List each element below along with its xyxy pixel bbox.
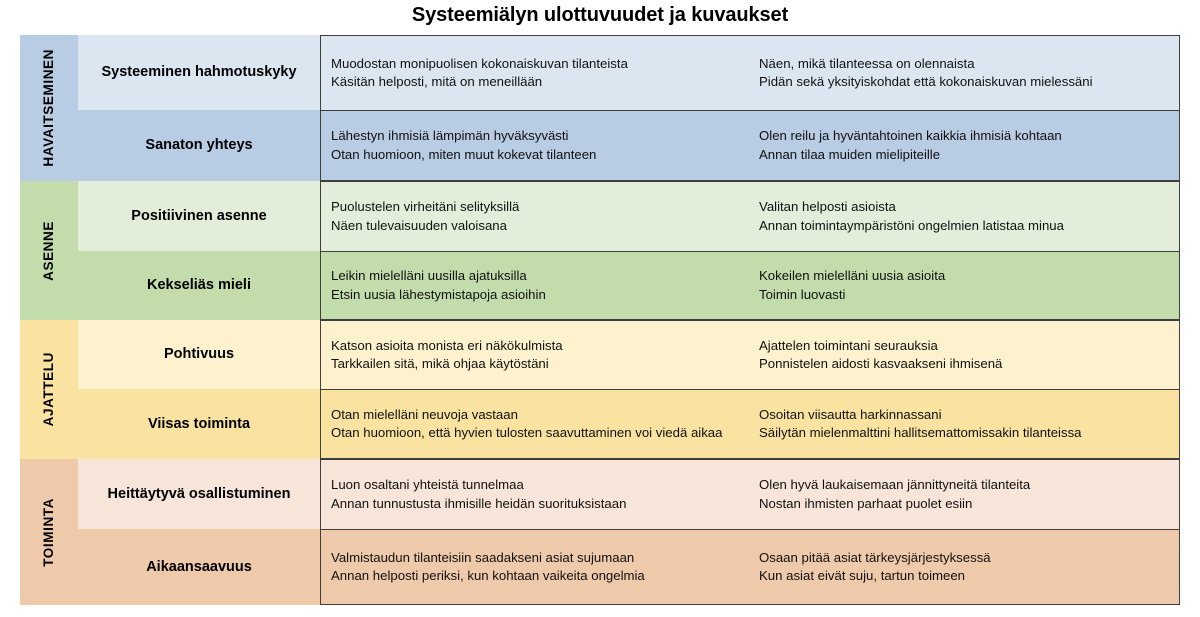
description-cell: [320, 181, 1180, 251]
description-cell: [320, 320, 1180, 389]
dimension-cell: [78, 35, 320, 110]
table-row: [78, 459, 1180, 529]
category-label: HAVAITSEMINEN: [41, 49, 57, 167]
description-column-left: [321, 182, 749, 251]
group-rows: [78, 320, 1180, 459]
description-column-left: [321, 390, 749, 458]
category-group-havaitseminen: [20, 35, 1180, 181]
description-column-left: [321, 321, 749, 389]
description-line: Näen tulevaisuuden valoisana: [331, 217, 507, 233]
description-line: Annan toimintaympäristöni ongelmien latistaa minua: [759, 217, 1064, 233]
description-line: Luon osaltani yhteistä tunnelmaa: [331, 477, 524, 493]
description-column-left: [321, 36, 749, 110]
table-row: [78, 389, 1180, 459]
table-row: [78, 320, 1180, 389]
dimension-label: Aikaansaavuus: [146, 558, 252, 575]
description-line: Annan tunnustusta ihmisille heidän suorituksistaan: [331, 495, 627, 511]
dimension-cell: [78, 529, 320, 605]
dimension-label: Sanaton yhteys: [145, 137, 253, 154]
description-line: Osaan pitää asiat tärkeysjärjestyksessä: [759, 549, 991, 565]
dimension-cell: [78, 320, 320, 389]
dimension-cell: [78, 459, 320, 529]
category-cell-havaitseminen: [20, 35, 78, 181]
description-line: Säilytän mielenmalttini hallitsemattomissakin tilanteissa: [759, 425, 1082, 440]
description-line: Leikin mielelläni uusilla ajatuksilla: [331, 268, 527, 284]
description-column-right: [749, 460, 1179, 529]
dimension-label: Heittäytyvä osallistuminen: [107, 485, 291, 502]
dimension-cell: [78, 110, 320, 181]
group-rows: [78, 181, 1180, 320]
description-line: Pidän sekä yksityiskohdat että kokonaiskuvan mielessäni: [759, 74, 1093, 89]
description-cell: [320, 35, 1180, 110]
description-cell: [320, 389, 1180, 459]
description-column-right: [749, 390, 1179, 458]
description-line: Otan huomioon, miten muut kokevat tilanteen: [331, 146, 597, 162]
description-column-left: [321, 252, 749, 319]
description-column-left: [321, 530, 749, 604]
description-cell: [320, 529, 1180, 605]
description-line: Otan mielelläni neuvoja vastaan: [331, 406, 518, 422]
description-line: Kun asiat eivät suju, tartun toimeen: [759, 568, 965, 583]
description-line: Ponnistelen aidosti kasvaakseni ihmisenä: [759, 356, 1003, 371]
description-line: Tarkkailen sitä, mikä ohjaa käytöstäni: [331, 356, 549, 371]
category-group-asenne: [20, 181, 1180, 320]
description-cell: [320, 110, 1180, 181]
dimension-cell: [78, 181, 320, 251]
dimension-label: Viisas toiminta: [147, 415, 251, 432]
dimension-cell: [78, 251, 320, 320]
dimension-cell: [78, 389, 320, 459]
dimension-label: Kekseliäs mieli: [147, 277, 251, 294]
group-rows: [78, 35, 1180, 181]
category-cell-toiminta: [20, 459, 78, 605]
table-row: [78, 181, 1180, 251]
description-line: Annan tilaa muiden mielipiteille: [759, 146, 941, 162]
description-line: Olen reilu ja hyväntahtoinen kaikkia ihmisiä kohtaan: [759, 128, 1062, 144]
dimensions-table: [20, 35, 1180, 605]
description-line: Toimin luovasti: [759, 286, 846, 302]
description-line: Näen, mikä tilanteessa on olennaista: [759, 55, 975, 71]
description-line: Muodostan monipuolisen kokonaiskuvan tilanteista: [331, 55, 628, 71]
description-line: Osoitan viisautta harkinnassani: [759, 406, 942, 422]
dimension-label: Systeeminen hahmotuskyky: [101, 64, 297, 81]
description-column-left: [321, 460, 749, 529]
table-row: [78, 529, 1180, 605]
dimension-label: Positiivinen asenne: [131, 207, 267, 224]
description-line: Etsin uusia lähestymistapoja asioihin: [331, 286, 546, 302]
description-cell: [320, 251, 1180, 320]
description-cell: [320, 459, 1180, 529]
description-line: Annan helposti periksi, kun kohtaan vaikeita ongelmia: [331, 568, 645, 583]
table-row: [78, 251, 1180, 320]
description-column-right: [749, 111, 1179, 180]
category-cell-asenne: [20, 181, 78, 320]
category-group-ajattelu: [20, 320, 1180, 459]
description-column-right: [749, 530, 1179, 604]
description-line: Valitan helposti asioista: [759, 199, 896, 215]
group-rows: [78, 459, 1180, 605]
category-group-toiminta: [20, 459, 1180, 605]
description-column-right: [749, 36, 1179, 110]
description-line: Nostan ihmisten parhaat puolet esiin: [759, 495, 973, 511]
description-line: Käsitän helposti, mitä on meneillään: [331, 74, 543, 89]
category-label: ASENNE: [41, 220, 57, 281]
table-row: [78, 110, 1180, 181]
description-line: Katson asioita monista eri näkökulmista: [331, 337, 563, 353]
category-label: AJATTELU: [41, 352, 57, 427]
description-line: Puolustelen virheitäni selityksillä: [331, 199, 520, 215]
description-column-right: [749, 252, 1179, 319]
description-column-left: [321, 111, 749, 180]
dimension-label: Pohtivuus: [163, 346, 235, 363]
description-line: Olen hyvä laukaisemaan jännittyneitä tilanteita: [759, 477, 1031, 493]
page-title: Systeemiälyn ulottuvuudet ja kuvaukset: [411, 4, 789, 26]
category-cell-ajattelu: [20, 320, 78, 459]
table-row: [78, 35, 1180, 110]
category-label: TOIMINTA: [41, 497, 57, 567]
description-line: Valmistaudun tilanteisiin saadakseni asiat sujumaan: [331, 549, 635, 565]
description-line: Ajattelen toimintani seurauksia: [759, 337, 938, 353]
description-line: Kokeilen mielelläni uusia asioita: [759, 268, 946, 284]
description-column-right: [749, 321, 1179, 389]
description-line: Otan huomioon, että hyvien tulosten saavuttaminen voi viedä aikaa: [331, 425, 723, 440]
description-column-right: [749, 182, 1179, 251]
description-line: Lähestyn ihmisiä lämpimän hyväksyvästi: [331, 128, 569, 144]
